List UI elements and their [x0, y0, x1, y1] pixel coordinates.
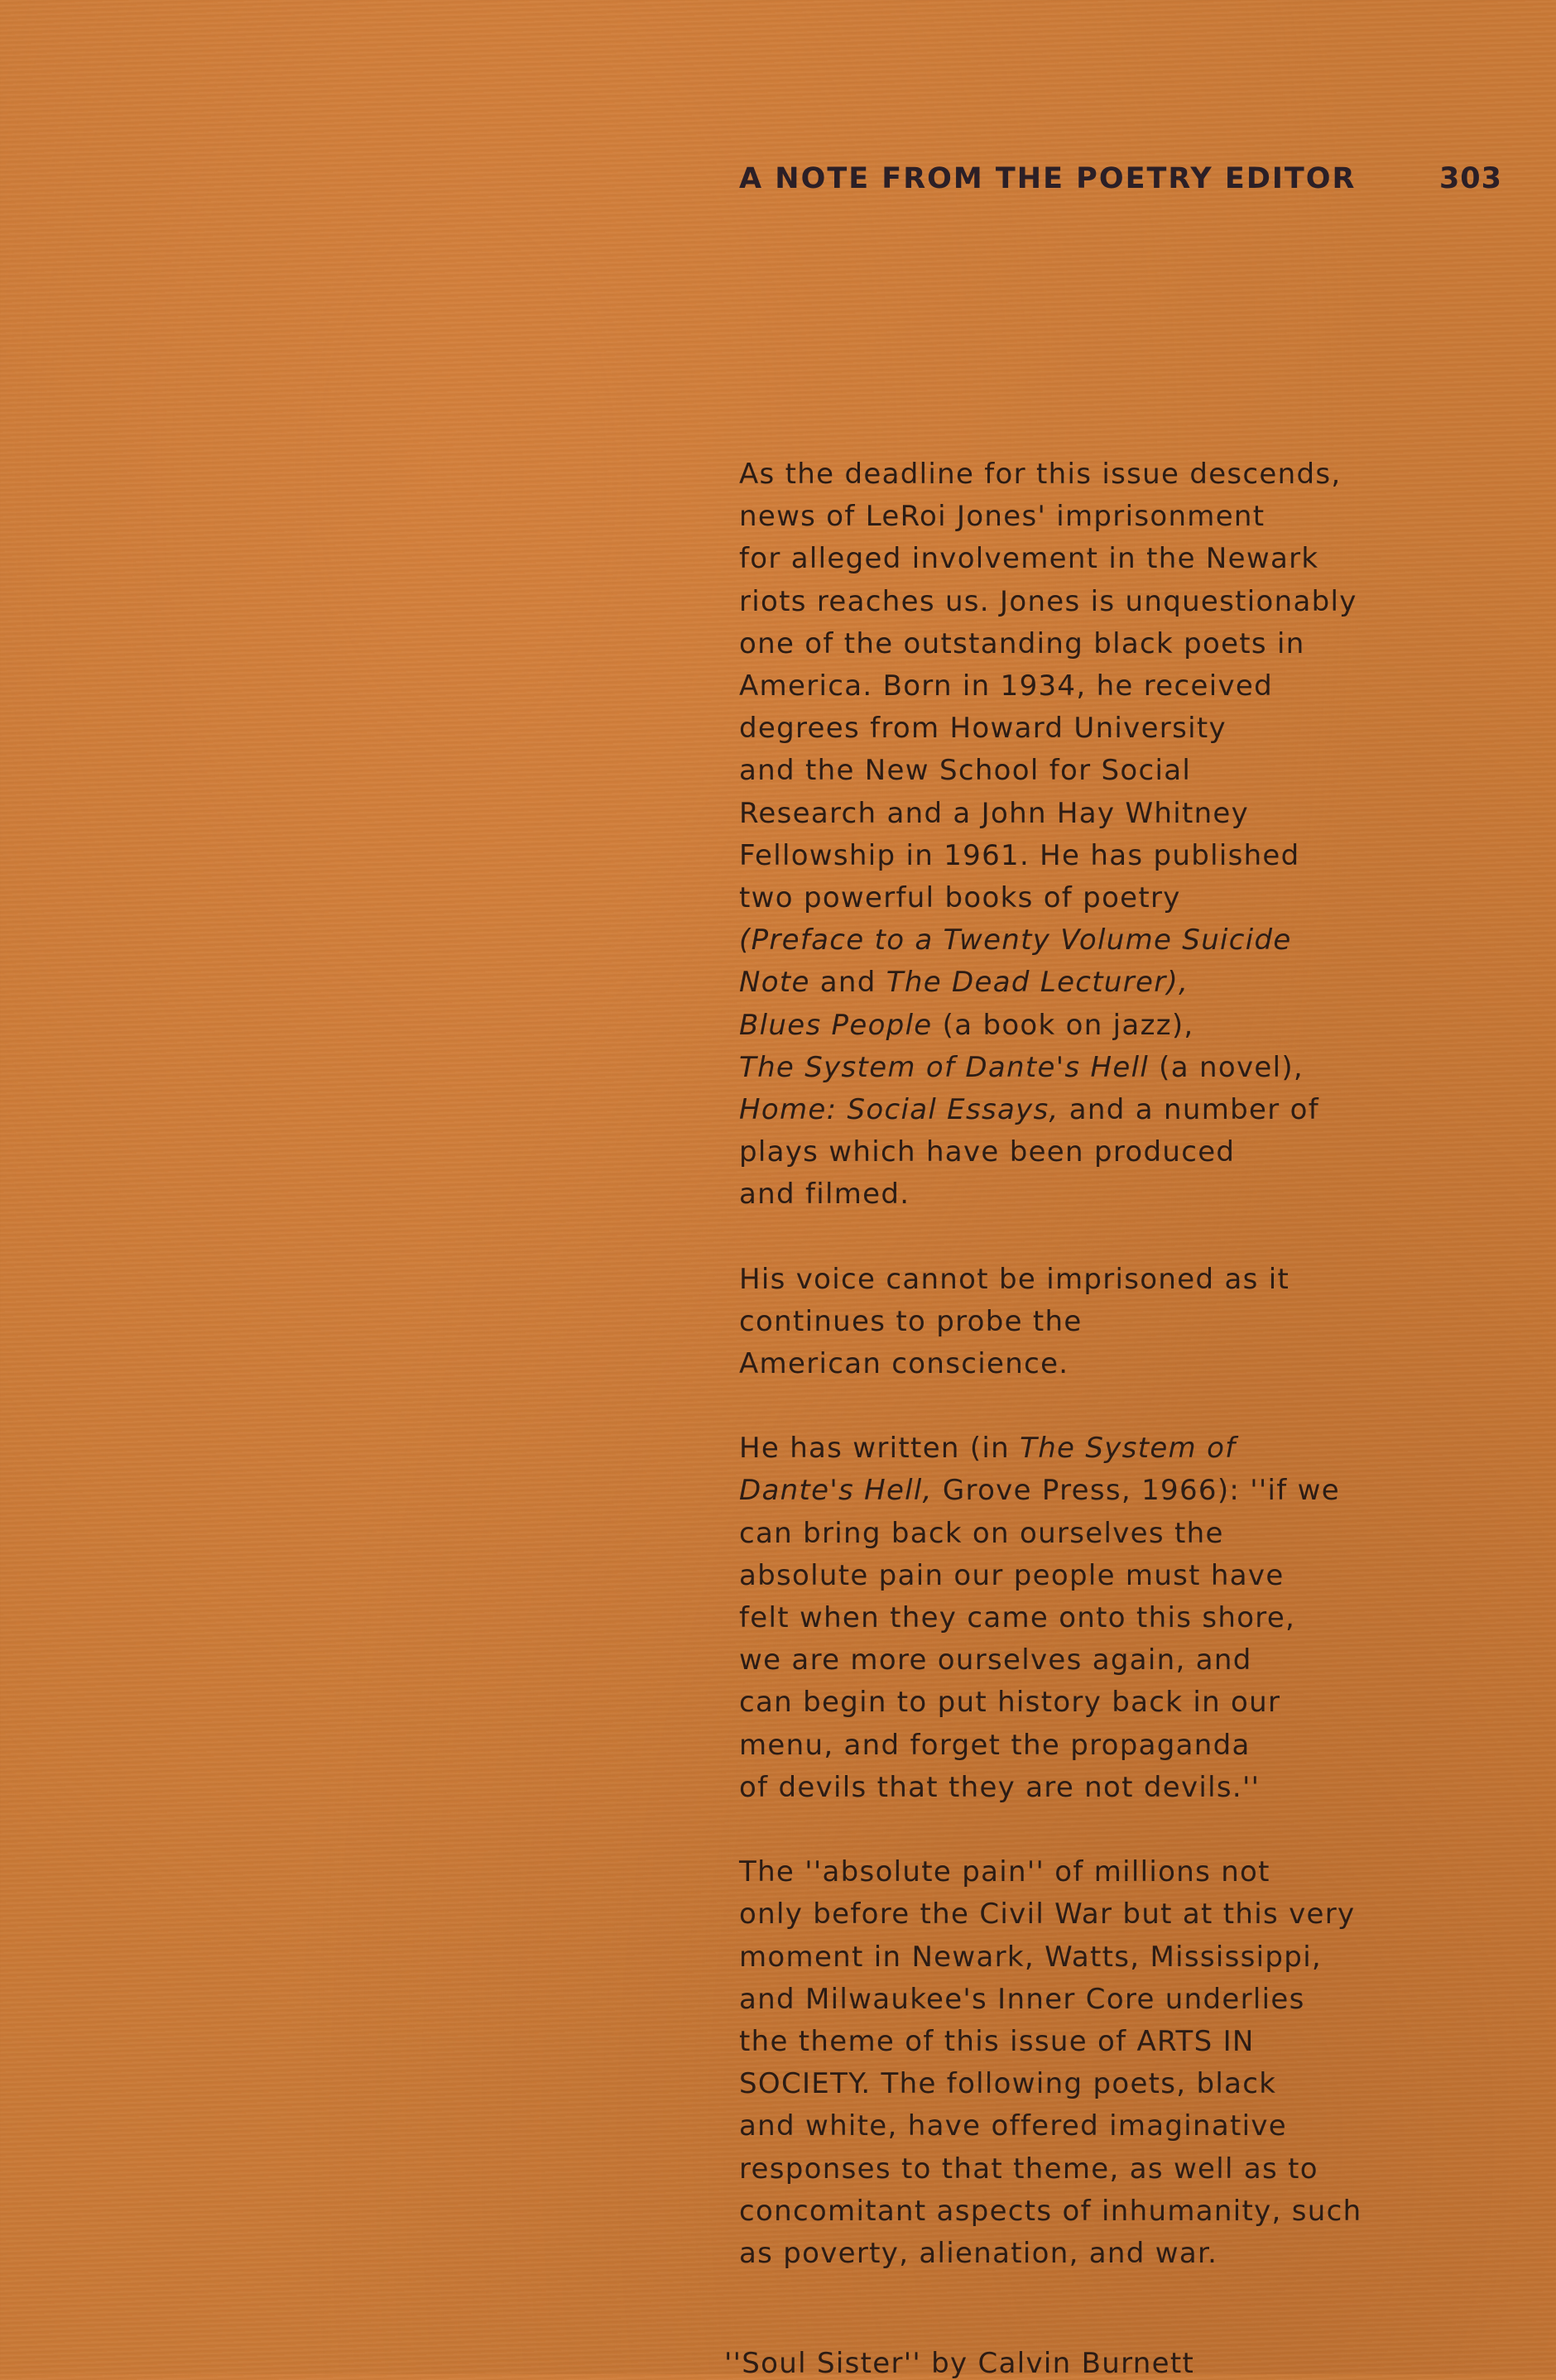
text-line: [739, 1131, 1451, 1173]
italic-title-text: Blues People: [739, 1008, 933, 1042]
text-line: [739, 1513, 1451, 1555]
figure-caption: ''Soul Sister'' by Calvin Burnett: [724, 2347, 1195, 2380]
body-text: of devils that they are not devils.'': [739, 1770, 1261, 1804]
text-line: [739, 1259, 1451, 1301]
body-text: Grove Press, 1966): ''if we: [932, 1474, 1341, 1508]
body-text: and Milwaukee's Inner Core underlies: [739, 1982, 1305, 2016]
body-paragraph: [739, 1851, 1451, 2275]
page-number: 303: [1438, 162, 1502, 195]
body-text: responses to that theme, as well as to: [739, 2152, 1318, 2186]
body-paragraph: [739, 1428, 1451, 1809]
text-line: [739, 1173, 1451, 1216]
body-text: we are more ourselves again, and: [739, 1643, 1252, 1677]
body-text: moment in Newark, Watts, Mississippi,: [739, 1940, 1323, 1974]
text-line: [739, 623, 1451, 665]
body-text: and the New School for Social: [739, 754, 1192, 788]
body-text: and filmed.: [739, 1178, 910, 1212]
text-line: [739, 1639, 1451, 1682]
body-text: the theme of this issue of ARTS IN: [739, 2024, 1255, 2058]
text-line: [739, 496, 1451, 538]
text-line: [739, 1005, 1451, 1047]
text-line: [739, 1936, 1451, 1979]
body-text: Fellowship in 1961. He has published: [739, 838, 1300, 872]
text-line: [739, 1682, 1451, 1724]
body-text: as poverty, alienation, and war.: [739, 2236, 1218, 2270]
body-text: continues to probe the: [739, 1304, 1083, 1338]
text-line: [739, 1470, 1451, 1512]
italic-title-text: (Preface to a Twenty Volume Suicide: [739, 924, 1292, 957]
body-text: can begin to put history back in our: [739, 1686, 1281, 1720]
body-text: His voice cannot be imprisoned as it: [739, 1262, 1290, 1296]
body-text: degrees from Howard University: [739, 712, 1227, 746]
body-text: felt when they came onto this shore,: [739, 1601, 1296, 1635]
text-line: [739, 835, 1451, 877]
text-line: [739, 665, 1451, 708]
body-text: The ''absolute pain'' of millions not: [739, 1855, 1270, 1889]
text-line: [739, 1979, 1451, 2021]
text-line: [739, 2021, 1451, 2063]
text-line: [739, 1893, 1451, 1936]
body-text: concomitant aspects of inhumanity, such: [739, 2194, 1362, 2228]
text-line: [739, 919, 1451, 962]
body-text: American conscience.: [739, 1347, 1069, 1381]
text-line: [739, 1301, 1451, 1343]
text-line: [739, 1597, 1451, 1639]
text-line: [739, 1343, 1451, 1385]
text-line: [739, 1428, 1451, 1470]
text-line: [739, 2190, 1451, 2233]
body-text: and white, have offered imaginative: [739, 2109, 1287, 2143]
text-line: [739, 1047, 1451, 1089]
body-text: news of LeRoi Jones' imprisonment: [739, 500, 1265, 534]
text-line: [739, 453, 1451, 496]
editor-note-body: [739, 453, 1451, 2317]
text-line: [739, 962, 1451, 1004]
body-text: SOCIETY. The following poets, black: [739, 2067, 1277, 2101]
body-text: two powerful books of poetry: [739, 881, 1181, 915]
body-text: plays which have been produced: [739, 1135, 1236, 1169]
text-line: [739, 2148, 1451, 2190]
italic-title-text: The Dead Lecturer),: [886, 966, 1189, 1000]
italic-title-text: Note: [739, 966, 810, 1000]
body-text: riots reaches us. Jones is unquestionably: [739, 584, 1357, 618]
text-line: [739, 877, 1451, 919]
running-header: [739, 162, 1502, 195]
text-line: [739, 1555, 1451, 1597]
text-line: [739, 793, 1451, 835]
body-text: for alleged involvement in the Newark: [739, 542, 1319, 576]
text-line: [739, 1725, 1451, 1767]
text-line: [739, 750, 1451, 792]
text-line: [739, 708, 1451, 750]
page-title: A NOTE FROM THE POETRY EDITOR: [739, 162, 1357, 195]
italic-title-text: Dante's Hell,: [739, 1474, 933, 1508]
body-text: can bring back on ourselves the: [739, 1516, 1224, 1550]
body-text: Research and a John Hay Whitney: [739, 796, 1250, 830]
body-text: absolute pain our people must have: [739, 1558, 1285, 1592]
body-text: As the deadline for this issue descends,: [739, 458, 1342, 491]
text-line: [739, 2233, 1451, 2275]
body-text: He has written (in: [739, 1432, 1021, 1466]
text-line: [739, 2063, 1451, 2105]
text-line: [739, 581, 1451, 623]
body-text: and a number of: [1059, 1093, 1319, 1127]
text-line: [739, 1767, 1451, 1809]
body-text: and: [809, 966, 886, 1000]
text-line: [739, 538, 1451, 580]
body-text: one of the outstanding black poets in: [739, 626, 1305, 660]
text-line: [739, 1089, 1451, 1131]
body-paragraph: [739, 1259, 1451, 1386]
text-line: [739, 2105, 1451, 2147]
body-text: only before the Civil War but at this very: [739, 1898, 1356, 1931]
body-text: (a novel),: [1149, 1050, 1304, 1084]
text-line: [739, 1851, 1451, 1893]
body-text: America. Born in 1934, he received: [739, 669, 1273, 703]
body-text: (a book on jazz),: [932, 1008, 1194, 1042]
italic-title-text: Home: Social Essays,: [739, 1093, 1059, 1127]
italic-title-text: The System of Dante's Hell: [739, 1050, 1150, 1084]
body-paragraph: [739, 453, 1451, 1216]
italic-title-text: The System of: [1020, 1432, 1237, 1466]
body-text: menu, and forget the propaganda: [739, 1728, 1251, 1762]
